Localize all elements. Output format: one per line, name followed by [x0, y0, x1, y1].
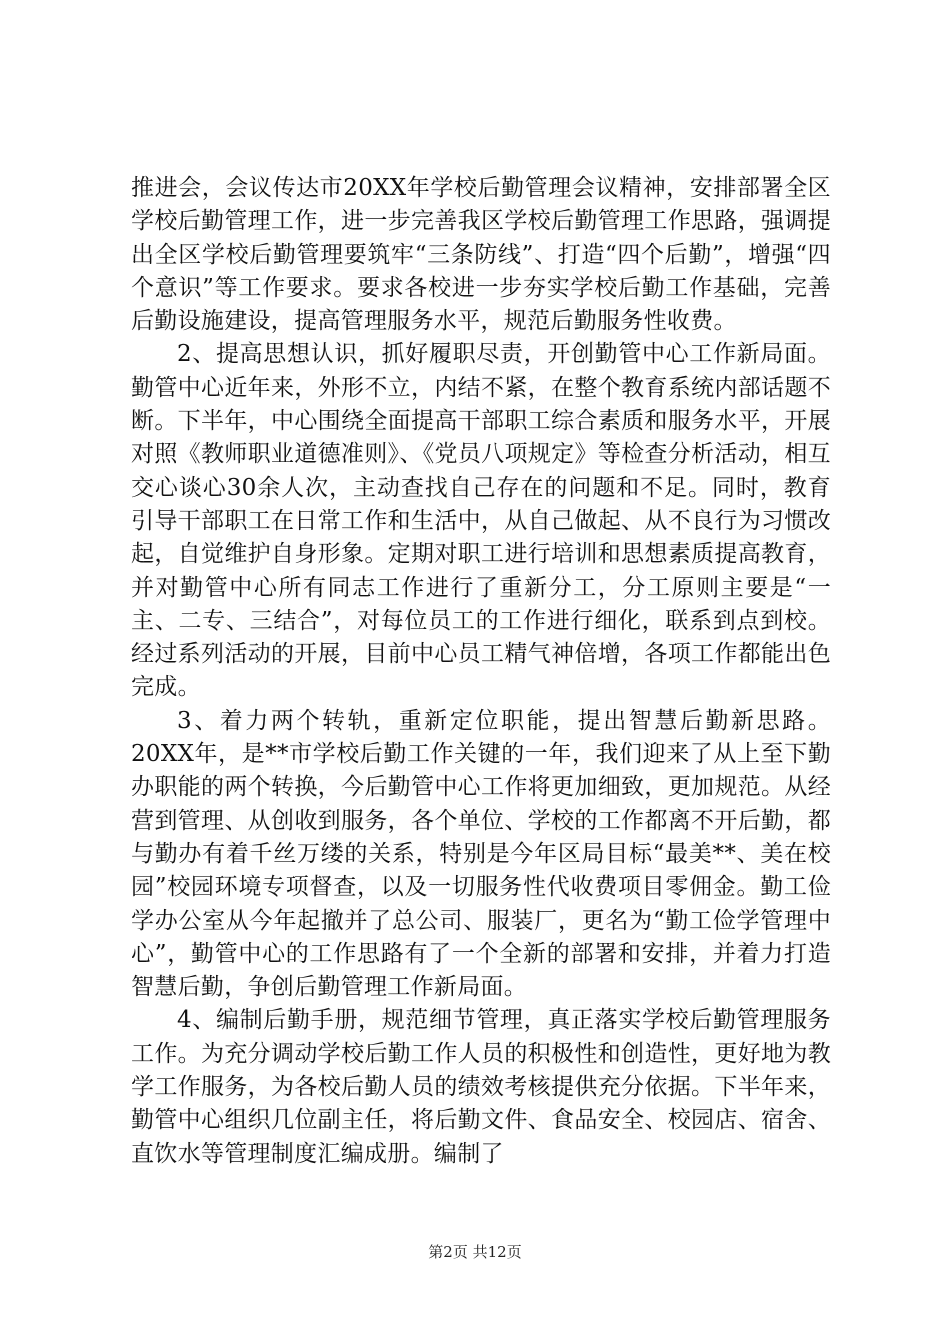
paragraph-continuation: 推进会，会议传达市20XX年学校后勤管理会议精神，安排部署全区学校后勤管理工作，进一步完善我区学校后勤管理工作思路，强调提出全区学校后勤管理要筑牢“三条防线”、打造“四个后勤”，增强“四个意识”等工作要求。要求各校进一步夯实学校后勤工作基础，完善后勤设施建设，提高管理服务水平，规范后勤服务性收费。 — [131, 175, 831, 335]
page-number-footer: 第2页 共12页 — [428, 1243, 522, 1261]
paragraph-item-3: 3、着力两个转轨，重新定位职能，提出智慧后勤新思路。20XX年，是**市学校后勤工作关键的一年，我们迎来了从上至下勤办职能的两个转换，今后勤管中心工作将更加细致，更加规范。从经营到管理、从创收到服务，各个单位、学校的工作都离不开后勤，都与勤办有着千丝万缕的关系，特别是今年区局目标“最美**、美在校园”校园环境专项督查，以及一切服务性代收费项目零佣金。勤工俭学办公室从今年起撤并了总公司、服装厂，更名为“勤工俭学管理中心”，勤管中心的工作思路有了一个全新的部署和安排，并着力打造智慧后勤，争创后勤管理工作新局面。 — [131, 707, 831, 1001]
paragraph-item-2: 2、提高思想认识，抓好履职尽责，开创勤管中心工作新局面。勤管中心近年来，外形不立，内结不紧，在整个教育系统内部话题不断。下半年，中心围绕全面提高干部职工综合素质和服务水平，开展对照《教师职业道德准则》、《党员八项规定》等检查分析活动，相互交心谈心30余人次，主动查找自己存在的问题和不足。同时，教育引导干部职工在日常工作和生活中，从自己做起、从不良行为习惯改起，自觉维护自身形象。定期对职工进行培训和思想素质提高教育，并对勤管中心所有同志工作进行了重新分工，分工原则主要是“一主、二专、三结合”，对每位员工的工作进行细化，联系到点到校。经过系列活动的开展，目前中心员工精气神倍增，各项工作都能出色完成。 — [131, 341, 831, 701]
document-body — [131, 172, 831, 1171]
paragraph-item-4: 4、编制后勤手册，规范细节管理，真正落实学校后勤管理服务工作。为充分调动学校后勤工作人员的积极性和创造性，更好地为教学工作服务，为各校后勤人员的绩效考核提供充分依据。下半年来，勤管中心组织几位副主任，将后勤文件、食品安全、校园店、宿舍、直饮水等管理制度汇编成册。编制了 — [131, 1007, 831, 1167]
